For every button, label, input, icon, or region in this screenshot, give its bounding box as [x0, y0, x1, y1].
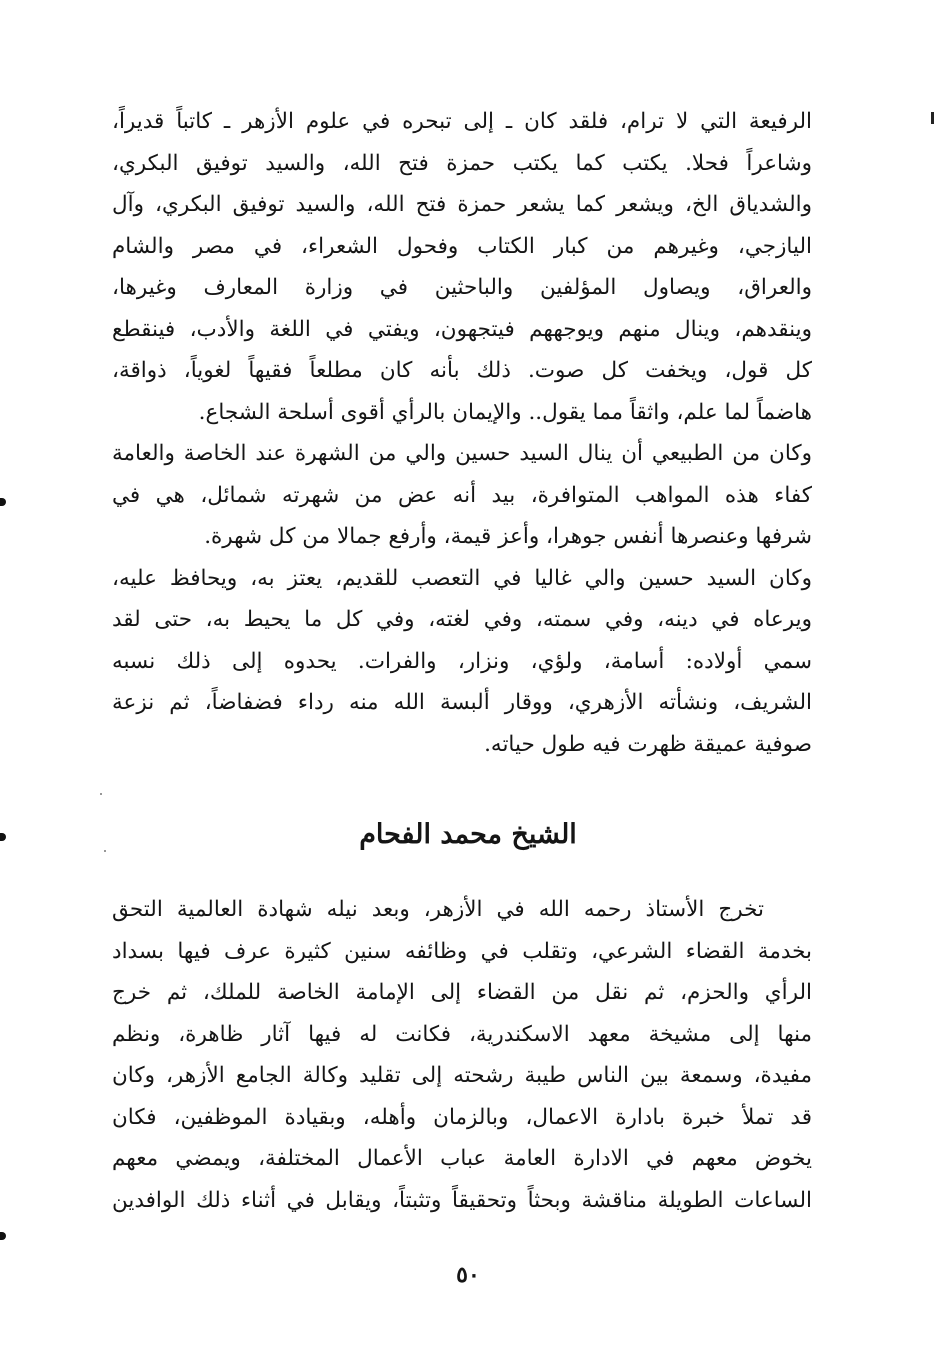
text-line: وينقدهم، وينال منهم ويوجههم فيتجهون، ويفتي في اللغة والأدب، فينقطع	[112, 316, 812, 342]
paragraph-2	[112, 889, 812, 1221]
text-line: ويرعاه في دينه، وفي سمته، وفي لغته، وفي كل ما يحيط به، حتى لقد	[112, 607, 812, 632]
text-line: الرفيعة التي لا ترام، فلقد كان ـ إلى تبحره في علوم الأزهر ـ كاتباً قديراً،	[112, 109, 812, 134]
text-line: الرأي والحزم، ثم نقل من القضاء إلى الإمامة الخاصة للملك، ثم خرج	[112, 980, 812, 1005]
text-line: هاضماً لما علم، واثقاً مما يقول.. والإيمان بالرأي أقوى أسلحة الشجاع.	[198, 399, 812, 425]
text-line: وشاعراً فحلا. يكتب كما يكتب حمزة فتح الله، والسيد توفيق البكري،	[112, 150, 812, 176]
text-line: تخرج الأستاذ رحمه الله في الأزهر، وبعد نيله شهادة العالمية التحق	[112, 897, 764, 922]
text-line: مفيدة، وسمعة بين الناس طيبة رشحته إلى تقليد وكالة الجامع الأزهر، وكان	[112, 1063, 812, 1088]
scan-edge-mark	[0, 498, 6, 506]
scan-edge-mark	[931, 112, 934, 124]
text-line: وكان السيد حسين والي غاليا في التعصب للقديم، يعتز به، ويحافظ عليه،	[112, 565, 812, 591]
text-line: وكان من الطبيعي أن ينال السيد حسين والي من الشهرة عند الخاصة والعامة	[112, 441, 812, 466]
scan-speck	[100, 793, 102, 795]
scan-edge-mark	[0, 1232, 6, 1240]
text-line: والعراق، ويصاول المؤلفين والباحثين في وزارة المعارف وغيرها،	[112, 275, 812, 300]
text-line: شرفها وعنصرها أنفس جوهرا، وأعز قيمة، وأرفع جمالا من كل شهرة.	[204, 524, 812, 549]
text-line: كل قول، ويخفت كل صوت. ذلك بأنه كان مطلعاً فقيهاً لغوياً، ذواقة،	[112, 358, 812, 383]
text-line: والشدياق الخ، ويشعر كما يشعر حمزة فتح الله، والسيد توفيق البكري، وآل	[112, 192, 812, 217]
text-line: منها إلى مشيخة معهد الاسكندرية، فكانت له فيها آثار ظاهرة، ونظم	[112, 1021, 812, 1047]
text-line: الساعات الطويلة مناقشة وبحثاً وتحقيقاً وتثبتاً، ويقابل في أثناء ذلك الوافدين	[112, 1187, 812, 1213]
text-line: سمي أولاده: أسامة، ولؤي، ونزار، والفرات. يحدوه إلى ذلك نسبه	[112, 648, 812, 674]
text-line: يخوض معهم في الادارة العامة عباب الأعمال المختلفة، ويمضي معهم	[112, 1146, 812, 1171]
text-line: كفاء هذه المواهب المتوافرة، بيد أنه عض من شهرته شمائل، هي في	[112, 482, 812, 508]
text-line: قد تملأ خبرة بادارة الاعمال، وبالزمان وأهله، وبقيادة الموظفين، فكان	[112, 1104, 812, 1130]
paragraph-1	[112, 101, 812, 765]
text-line: بخدمة القضاء الشرعي، وتقلب في وظائفه سنين كثيرة عرف فيها بسداد	[112, 938, 812, 964]
section-heading: الشيخ محمد الفحام	[359, 819, 577, 850]
page-number: ٥٠	[456, 1262, 480, 1288]
text-line: اليازجي، وغيرهم من كبار الكتاب وفحول الشعراء، في مصر والشام	[112, 233, 812, 259]
text-line: الشريف، ونشأته الأزهري، ووقار ألبسة الله منه رداء فضفاضاً، ثم نزعة	[112, 690, 812, 715]
text-line: صوفية عميقة ظهرت فيه طول حياته.	[484, 731, 812, 757]
